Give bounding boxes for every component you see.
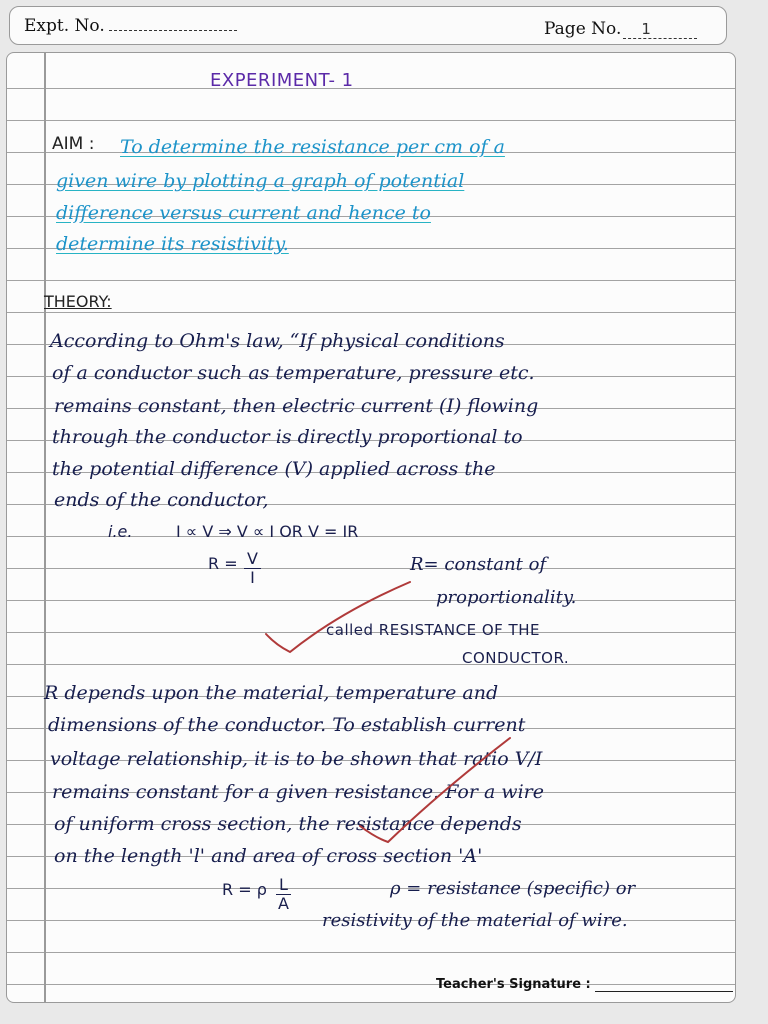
body-line-6: on the length 'l' and area of cross section 'A' (54, 845, 483, 867)
body-line-2: dimensions of the conductor. To establish current (48, 714, 526, 736)
rho-equation-fraction (276, 876, 291, 913)
theory-line-4: through the conductor is directly proportional to (52, 426, 523, 448)
r-constant-line-2: proportionality. (436, 587, 577, 608)
r-equation-fraction (244, 550, 261, 587)
theory-line-2: of a conductor such as temperature, pressure etc. (52, 362, 535, 384)
experiment-title: EXPERIMENT- 1 (210, 70, 354, 91)
aim-line-1: To determine the resistance per cm of a (120, 136, 505, 158)
theory-line-6: ends of the conductor, (54, 489, 269, 511)
aim-line-4: determine its resistivity. (56, 233, 289, 255)
expt-no-blank (109, 16, 237, 31)
aim-line-2: given wire by plotting a graph of potential (56, 170, 465, 192)
body-line-1: R depends upon the material, temperature and (44, 682, 499, 704)
page-no-field (544, 19, 697, 39)
theory-line-5: the potential difference (V) applied across the (52, 458, 496, 480)
expt-no-field (24, 16, 237, 36)
r-equation-lhs: R = (208, 554, 238, 573)
rho-equation-numerator: L (276, 876, 291, 895)
body-line-4: remains constant for a given resistance. For a wire (52, 781, 544, 803)
aim-label: AIM : (52, 134, 95, 154)
called-resistance-line-2: CONDUCTOR. (462, 649, 570, 667)
aim-line-3: difference versus current and hence to (56, 202, 431, 224)
called-resistance-line-1: called RESISTANCE OF THE (326, 621, 540, 639)
theory-label: THEORY: (44, 292, 112, 311)
proportion-equation: I ∝ V ⇒ V ∝ I OR V = IR (176, 522, 359, 541)
ie-label: i.e. (108, 522, 133, 541)
r-equation-denominator: I (250, 568, 255, 587)
r-constant-line-1: R= constant of (410, 554, 547, 575)
expt-no-label: Expt. No. (24, 16, 105, 36)
teacher-signature-field (436, 977, 733, 992)
theory-line-3: remains constant, then electric current (I) flowing (54, 395, 539, 417)
r-equation-numerator: V (244, 550, 261, 569)
page-number: 1 (623, 20, 697, 39)
body-line-5: of uniform cross section, the resistance depends (54, 813, 522, 835)
theory-line-1: According to Ohm's law, “If physical conditions (50, 330, 505, 352)
page-no-label: Page No. (544, 19, 622, 39)
body-line-3: voltage relationship, it is to be shown that ratio V/I (50, 748, 543, 770)
margin-line (44, 53, 46, 1002)
rho-definition-line-1: ρ = resistance (specific) or (390, 878, 636, 899)
rho-equation-denominator: A (277, 894, 289, 913)
teacher-signature-line (595, 979, 733, 992)
header-strip (9, 6, 727, 45)
rho-equation-lhs: R = ρ (222, 880, 267, 899)
teacher-signature-label: Teacher's Signature : (436, 977, 591, 992)
rho-definition-line-2: resistivity of the material of wire. (322, 910, 628, 931)
